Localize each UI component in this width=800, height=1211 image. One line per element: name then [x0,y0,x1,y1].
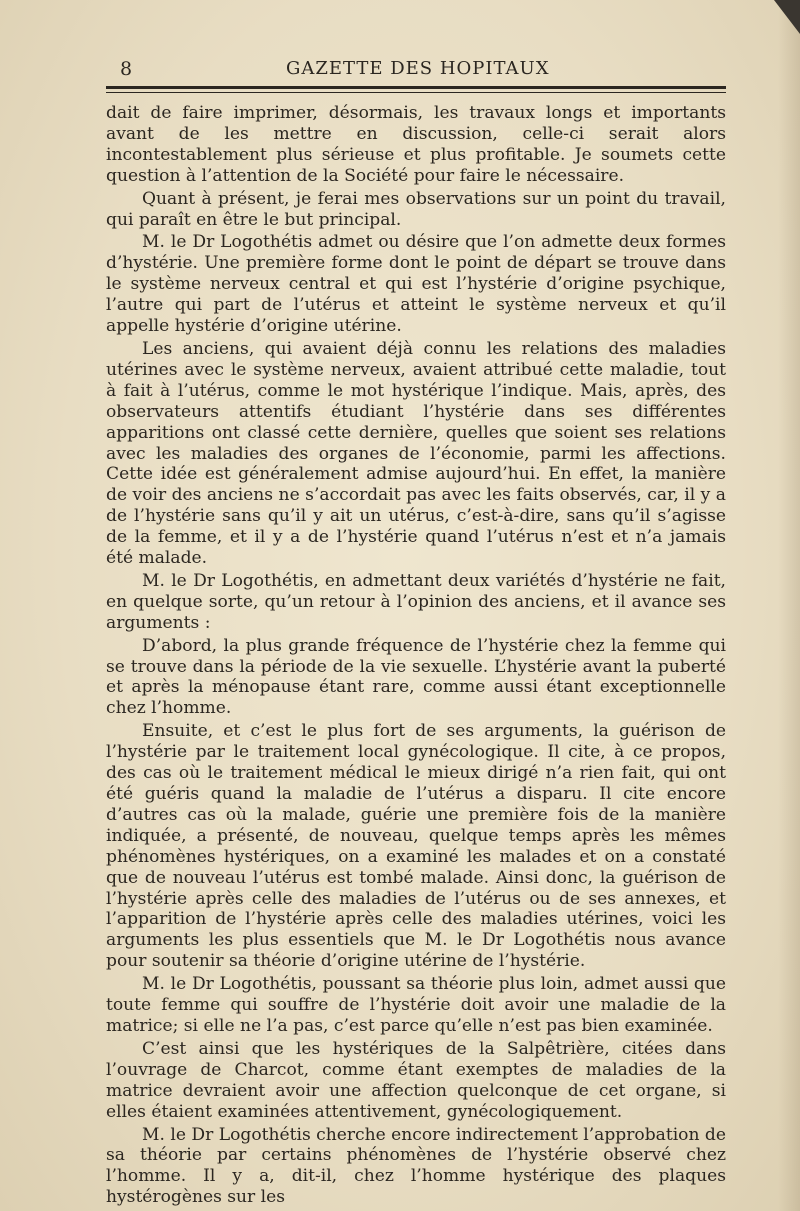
corner-mark [774,0,800,34]
paragraph: D’abord, la plus grande fréquence de l’hystérie chez la femme qui se trouve dans la période de la vie sexuelle. L’hystérie avant la puberté et après la ménopause étant rare, comme aussi étant exceptionnelle chez l’homme. [106,635,726,719]
paragraph: M. le Dr Logothétis, en admettant deux variétés d’hystérie ne fait, en quelque sorte, qu’un retour à l’opinion des anciens, et il avance ses arguments : [106,570,726,633]
page-number: 8 [120,58,133,80]
paragraph: M. le Dr Logothétis cherche encore indirectement l’approbation de sa théorie par certains phénomènes de l’hystérie observé chez l’homme. Il y a, dit-il, chez l’homme hystérique des plaques hystérogènes sur les [106,1124,726,1208]
paragraph: Les anciens, qui avaient déjà connu les relations des maladies utérines avec le système nerveux, avaient attribué cette maladie, tout à fait à l’utérus, comme le mot hystérique l’indique. Mais, après, des observateurs attentifs étudiant l’hystérie dans ses différentes apparitions ont classé cette dernière, quelles que soient ses relations avec les maladies des organes de l’économie, parmi les affections. Cette idée est généralement admise aujourd’hui. En effet, la manière de voir des anciens ne s’accordait pas avec les faits observés, car, il y a de l’hystérie sans qu’il y ait un utérus, c’est-à-dire, sans qu’il s’agisse de la femme, et il y a de l’hystérie quand l’utérus n’est et n’a jamais été malade. [106,338,726,569]
page-edge-shadow [778,0,800,1211]
paragraph: M. le Dr Logothétis, poussant sa théorie plus loin, admet aussi que toute femme qui souffre de l’hystérie doit avoir une maladie de la matrice; si elle ne l’a pas, c’est parce qu’elle n’est pas bien examinée. [106,974,726,1036]
paragraph: Ensuite, et c’est le plus fort de ses arguments, la guérison de l’hystérie par le traitement local gynécologique. Il cite, à ce propos, des cas où le traitement médical le mieux dirigé n’a rien fait, qui ont été guéris quand la maladie de l’utérus a disparu. Il cite encore d’autres cas où la malade, guérie une première fois de la manière indiquée, a présenté, de nouveau, quelque temps après les mêmes phénomènes hystériques, on a examiné les malades et on a constaté que de nouveau l’utérus est tombé malade. Ainsi donc, la guérison de l’hystérie après celle des maladies de l’utérus ou de ses annexes, et l’apparition de l’hystérie après celle des maladies utérines, voici les arguments les plus essentiels que M. le Dr Logothétis nous avance pour soutenir sa théorie d’origine utérine de l’hystérie. [106,721,726,972]
paragraph: C’est ainsi que les hystériques de la Salpêtrière, citées dans l’ouvrage de Charcot, comme étant exemptes de maladies de la matrice devraient avoir une affection quelconque de cet organe, si elles étaient examinées attentivement, gynécologiquement. [106,1038,726,1122]
header-rule-thin [106,92,726,93]
paragraph: dait de faire imprimer, désormais, les travaux longs et importants avant de les mettre en discussion, celle-ci serait alors incontestablement plus sérieuse et plus profitable. Je soumets cette question à l’attention de la Société pour faire le nécessaire. [106,103,726,186]
header-rule-thick [106,86,726,89]
running-header [106,56,726,84]
journal-title: GAZETTE DES HOPITAUX [286,58,550,79]
paragraph: Quant à présent, je ferai mes observations sur un point du travail, qui paraît en être le but principal. [106,188,726,230]
article-body [106,103,726,1210]
paragraph: M. le Dr Logothétis admet ou désire que l’on admette deux formes d’hystérie. Une première forme dont le point de départ se trouve dans le système nerveux central et qui est l’hystérie d’origine psychique, l’autre qui part de l’utérus et atteint le système nerveux et qu’il appelle hystérie d’origine utérine. [106,232,726,337]
